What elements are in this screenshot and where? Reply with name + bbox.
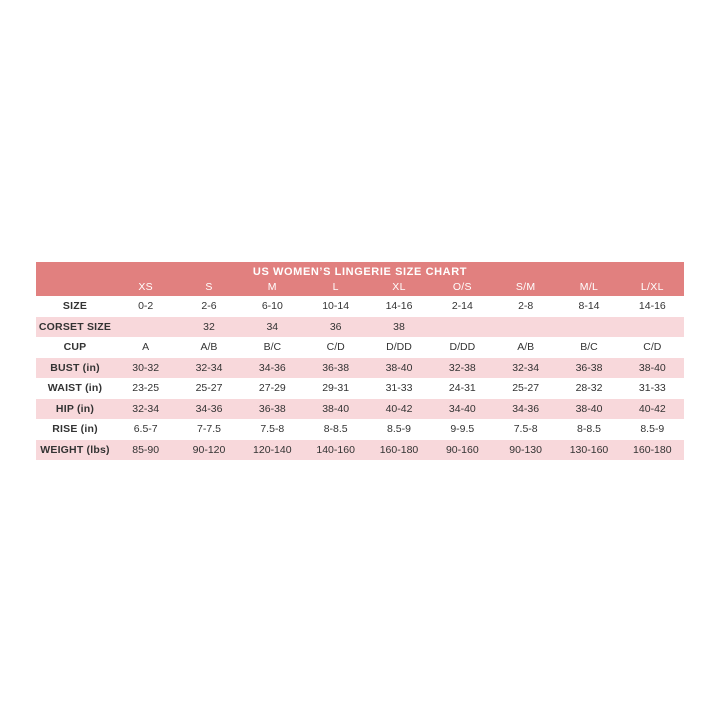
row-label: HIP (in) bbox=[55, 402, 95, 415]
table-row bbox=[36, 358, 684, 379]
table-cell: 9-9.5 bbox=[450, 423, 475, 436]
table-cell: 14-16 bbox=[638, 300, 666, 313]
table-cell: 8-8.5 bbox=[577, 423, 601, 436]
table-cell: 90-120 bbox=[192, 443, 226, 456]
table-cell: 34-36 bbox=[195, 402, 223, 415]
table-cell: 40-42 bbox=[638, 402, 666, 415]
column-header-row bbox=[36, 280, 684, 294]
table-cell: 32-34 bbox=[512, 361, 540, 374]
table-row bbox=[36, 399, 684, 420]
table-cell: 120-140 bbox=[253, 443, 292, 456]
table-cell: 36-38 bbox=[322, 361, 350, 374]
table-cell: 10-14 bbox=[322, 300, 350, 313]
table-row bbox=[36, 378, 684, 399]
table-cell: C/D bbox=[326, 341, 345, 354]
table-header bbox=[36, 262, 684, 296]
column-header: XL bbox=[392, 281, 406, 293]
table-cell: 36-38 bbox=[258, 402, 286, 415]
table-cell: A/B bbox=[517, 341, 535, 354]
column-header: O/S bbox=[452, 281, 472, 293]
table-cell: 8-14 bbox=[578, 300, 600, 313]
table-cell: 31-33 bbox=[385, 382, 413, 395]
table-row bbox=[36, 317, 684, 338]
table-cell: 38-40 bbox=[385, 361, 413, 374]
table-row bbox=[36, 337, 684, 358]
table-cell: 38-40 bbox=[575, 402, 603, 415]
table-cell: 32 bbox=[203, 320, 215, 333]
row-label: BUST (in) bbox=[50, 361, 100, 374]
table-cell: 7.5-8 bbox=[260, 423, 285, 436]
table-cell: 32-34 bbox=[132, 402, 160, 415]
table-cell: D/DD bbox=[386, 341, 412, 354]
table-cell: D/DD bbox=[449, 341, 476, 354]
table-cell: 34-36 bbox=[512, 402, 540, 415]
table-cell: 31-33 bbox=[638, 382, 666, 395]
table-cell: 160-180 bbox=[633, 443, 672, 456]
table-cell: 2-6 bbox=[201, 300, 217, 313]
table-cell: 85-90 bbox=[132, 443, 160, 456]
table-cell: 34 bbox=[266, 320, 279, 333]
table-cell: 7.5-8 bbox=[513, 423, 538, 436]
column-header: S bbox=[205, 281, 213, 293]
table-cell: 7-7.5 bbox=[197, 423, 221, 436]
table-cell: 23-25 bbox=[132, 382, 160, 395]
column-header: M bbox=[267, 281, 277, 293]
table-cell: B/C bbox=[580, 341, 598, 354]
table-cell: 32-38 bbox=[448, 361, 476, 374]
row-label: CORSET SIZE bbox=[38, 320, 112, 333]
table-cell: 90-130 bbox=[509, 443, 542, 456]
table-cell: 24-31 bbox=[448, 382, 476, 395]
column-header: M/L bbox=[579, 281, 599, 293]
table-cell: 25-27 bbox=[195, 382, 223, 395]
table-cell: 38-40 bbox=[322, 402, 350, 415]
table-cell: 140-160 bbox=[316, 443, 355, 456]
table-cell: A/B bbox=[200, 341, 218, 354]
table-cell: 38 bbox=[393, 320, 405, 333]
column-header-spacer bbox=[36, 280, 114, 294]
table-cell: 90-160 bbox=[445, 443, 479, 456]
table-cell: C/D bbox=[643, 341, 662, 354]
column-header: L/XL bbox=[640, 281, 664, 293]
table-cell: 6.5-7 bbox=[133, 423, 158, 436]
table-cell: 2-8 bbox=[518, 300, 534, 313]
table-cell: 160-180 bbox=[379, 443, 419, 456]
table-cell: 130-160 bbox=[569, 443, 609, 456]
table-cell: 6-10 bbox=[261, 300, 283, 313]
table-cell: 34-36 bbox=[258, 361, 286, 374]
table-cell: 8.5-9 bbox=[387, 423, 411, 436]
table-cell: 36 bbox=[329, 320, 342, 333]
table-cell: 32-34 bbox=[195, 361, 223, 374]
row-label: WEIGHT (lbs) bbox=[40, 443, 110, 456]
table-cell: 36-38 bbox=[575, 361, 603, 374]
row-label: RISE (in) bbox=[52, 423, 98, 436]
table-cell: 0-2 bbox=[138, 300, 154, 313]
table-cell: 28-32 bbox=[575, 382, 603, 395]
table-cell: 27-29 bbox=[258, 382, 286, 395]
table-cell: 14-16 bbox=[385, 300, 413, 313]
table-body bbox=[36, 296, 684, 460]
table-cell: 25-27 bbox=[512, 382, 540, 395]
table-cell: 8-8.5 bbox=[323, 423, 348, 436]
size-chart-table bbox=[36, 262, 684, 460]
row-label: CUP bbox=[63, 341, 87, 354]
chart-title: US WOMEN’S LINGERIE SIZE CHART bbox=[252, 266, 468, 278]
table-row bbox=[36, 419, 684, 440]
table-cell: B/C bbox=[263, 341, 282, 354]
table-cell: 38-40 bbox=[638, 361, 666, 374]
table-cell: 2-14 bbox=[451, 300, 473, 313]
row-label: SIZE bbox=[62, 300, 88, 313]
table-cell: 30-32 bbox=[132, 361, 160, 374]
column-header: XS bbox=[138, 281, 153, 293]
table-cell: 8.5-9 bbox=[640, 423, 665, 436]
table-cell: 34-40 bbox=[448, 402, 476, 415]
table-cell: 40-42 bbox=[385, 402, 413, 415]
table-row bbox=[36, 440, 684, 461]
table-cell: A bbox=[142, 341, 150, 354]
table-row bbox=[36, 296, 684, 317]
column-header: S/M bbox=[515, 281, 536, 293]
row-label: WAIST (in) bbox=[47, 382, 103, 395]
table-cell: 29-31 bbox=[322, 382, 350, 395]
column-header: L bbox=[332, 281, 339, 293]
